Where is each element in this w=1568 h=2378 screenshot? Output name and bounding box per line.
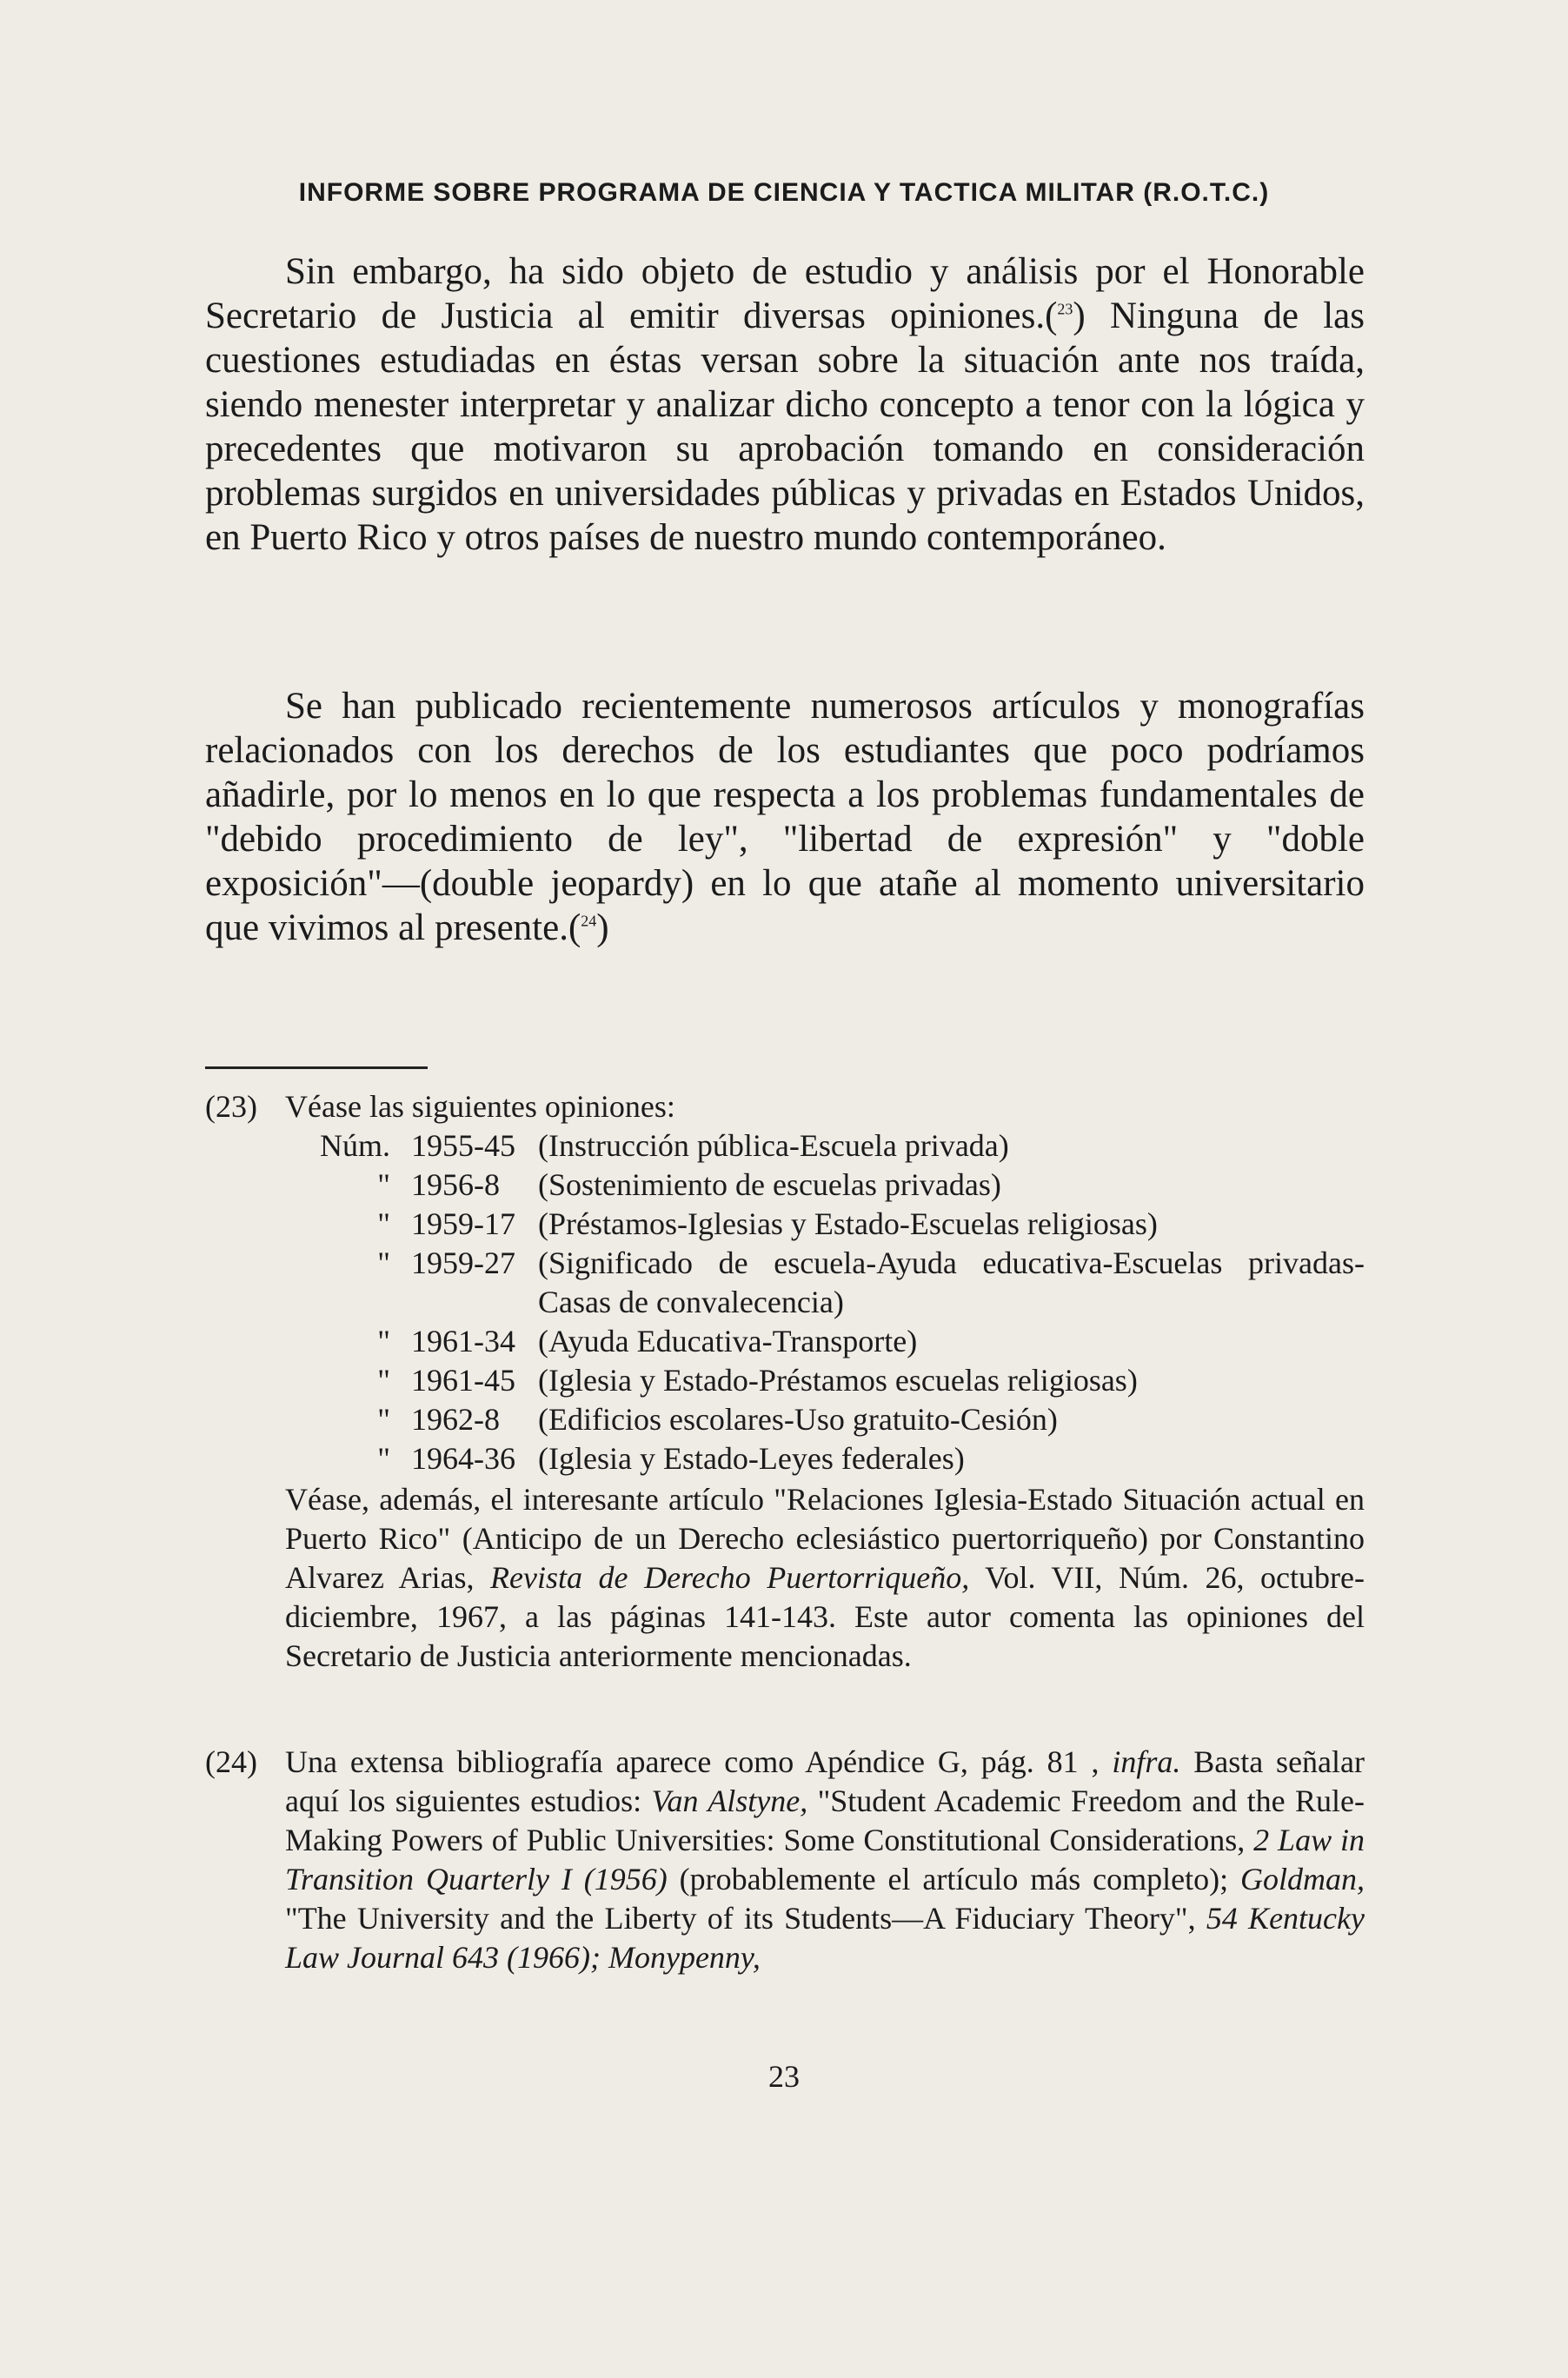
opinion-label: " bbox=[377, 1363, 390, 1398]
paragraph-text: ) bbox=[596, 907, 609, 948]
note-text: "Student Academic Freedom and the Rule-Making Powers of Public Universities: Some Constitutional Considerations, bbox=[285, 1784, 1365, 1857]
opinion-row bbox=[205, 1439, 1365, 1478]
opinion-description: (Iglesia y Estado-Préstamos escuelas religiosas) bbox=[538, 1363, 1138, 1398]
opinion-label: " bbox=[377, 1206, 390, 1241]
footnote-number: (24) bbox=[205, 1744, 257, 1779]
footnote-separator bbox=[205, 1066, 428, 1069]
opinion-row bbox=[205, 1166, 1365, 1205]
opinion-list bbox=[205, 1126, 1365, 1478]
opinion-label: " bbox=[377, 1324, 390, 1358]
opinion-number: 1959-27 bbox=[411, 1245, 515, 1280]
footnote-24-text bbox=[285, 1743, 1365, 1977]
opinion-description: (Edificios escolares-Uso gratuito-Cesión) bbox=[538, 1402, 1058, 1437]
paragraph-text: Sin embargo, ha sido objeto de estudio y análisis por el Honorable Secretario de Justicia al emitir diversas opiniones.( bbox=[205, 251, 1365, 336]
running-header: INFORME SOBRE PROGRAMA DE CIENCIA Y TACTICA MILITAR (R.O.T.C.) bbox=[298, 178, 1270, 207]
opinion-description: (Iglesia y Estado-Leyes federales) bbox=[538, 1441, 965, 1476]
footnote-ref-23[interactable]: 23 bbox=[1057, 300, 1073, 318]
paragraph-text: Se han publicado recientemente numerosos artículos y monografías relacionados con los derechos de los estudiantes que poco podríamos añadirle, por lo menos en lo que respecta a los problemas fundamentales de "debido procedimiento de ley", "libertad de expresión" y "doble exposición"—(double jeopardy) en lo que atañe al momento universitario que vivimos al presente.( bbox=[205, 686, 1365, 948]
note-text: Una extensa bibliografía aparece como Apéndice G, pág. 81 , bbox=[285, 1744, 1113, 1779]
note-text: "The University and the Liberty of its Students—A Fiduciary Theory", bbox=[285, 1901, 1206, 1936]
opinion-number: 1962-8 bbox=[411, 1402, 500, 1437]
closing-text: Véase, además, el interesante artículo "Relaciones Iglesia-Estado Situación actual en Puerto Rico" (Anticipo de un Derecho eclesiástico puertorriqueño) por Constantino Alvarez Arias, bbox=[285, 1482, 1365, 1595]
opinion-number: 1961-45 bbox=[411, 1363, 515, 1398]
opinion-description: (Significado de escuela-Ayuda educativa-Escuelas privadas-Casas de convalecencia) bbox=[538, 1245, 1365, 1319]
opinion-description: (Instrucción pública-Escuela privada) bbox=[538, 1128, 1009, 1163]
opinion-row bbox=[205, 1361, 1365, 1400]
author-name: Van Alstyne, bbox=[651, 1784, 808, 1818]
opinion-row bbox=[205, 1244, 1365, 1322]
footnote-24 bbox=[205, 1743, 1365, 1977]
note-text: Basta señalar aquí los siguientes estudios: bbox=[285, 1744, 1365, 1818]
opinion-row bbox=[205, 1126, 1365, 1166]
opinion-label: Núm. bbox=[320, 1128, 390, 1163]
citation: 54 Kentucky Law Journal 643 (1966); Monypenny, bbox=[285, 1901, 1365, 1975]
opinion-label: " bbox=[377, 1245, 390, 1280]
note-italic: infra. bbox=[1112, 1744, 1181, 1779]
opinion-row bbox=[205, 1205, 1365, 1244]
opinion-label: " bbox=[377, 1441, 390, 1476]
opinion-number: 1959-17 bbox=[411, 1206, 515, 1241]
paragraph-text: ) Ninguna de las cuestiones estudiadas en éstas versan sobre la situación ante nos traída, siendo menester interpretar y analizar dicho concepto a tenor con la lógica y precedentes que motivaron su aprobación tomando en consideración problemas surgidos en universidades públicas y privadas en Estados Unidos, en Puerto Rico y otros países de nuestro mundo contemporáneo. bbox=[205, 296, 1365, 558]
opinion-number: 1955-45 bbox=[411, 1128, 515, 1163]
opinion-number: 1961-34 bbox=[411, 1324, 515, 1358]
footnote-intro-text: Véase las siguientes opiniones: bbox=[285, 1089, 675, 1124]
footnote-23-intro bbox=[205, 1087, 1365, 1126]
page-number: 23 bbox=[768, 2059, 800, 2094]
footnote-23 bbox=[205, 1087, 1365, 1676]
journal-title: Revista de Derecho Puertorriqueño, bbox=[490, 1560, 970, 1595]
opinion-description: (Préstamos-Iglesias y Estado-Escuelas religiosas) bbox=[538, 1206, 1158, 1241]
opinion-description: (Ayuda Educativa-Transporte) bbox=[538, 1324, 918, 1358]
opinion-number: 1964-36 bbox=[411, 1441, 515, 1476]
opinion-row bbox=[205, 1400, 1365, 1439]
body-paragraph-2 bbox=[205, 684, 1365, 950]
footnote-ref-24[interactable]: 24 bbox=[581, 912, 597, 930]
footnote-number: (23) bbox=[205, 1089, 257, 1124]
opinion-label: " bbox=[377, 1167, 390, 1202]
footnote-23-closing bbox=[205, 1480, 1365, 1676]
body-paragraph-1 bbox=[205, 249, 1365, 560]
citation: 2 Law in Transition Quarterly I (1956) bbox=[285, 1823, 1365, 1896]
note-text: (probablemente el artículo más completo); bbox=[667, 1862, 1240, 1896]
author-name: Goldman, bbox=[1240, 1862, 1365, 1896]
opinion-label: " bbox=[377, 1402, 390, 1437]
opinion-row bbox=[205, 1322, 1365, 1361]
opinion-description: (Sostenimiento de escuelas privadas) bbox=[538, 1167, 1001, 1202]
closing-text: Vol. VII, Núm. 26, octubre-diciembre, 1967, a las páginas 141-143. Este autor comenta las opiniones del Secretario de Justicia anteriormente mencionadas. bbox=[285, 1560, 1365, 1673]
opinion-number: 1956-8 bbox=[411, 1167, 500, 1202]
